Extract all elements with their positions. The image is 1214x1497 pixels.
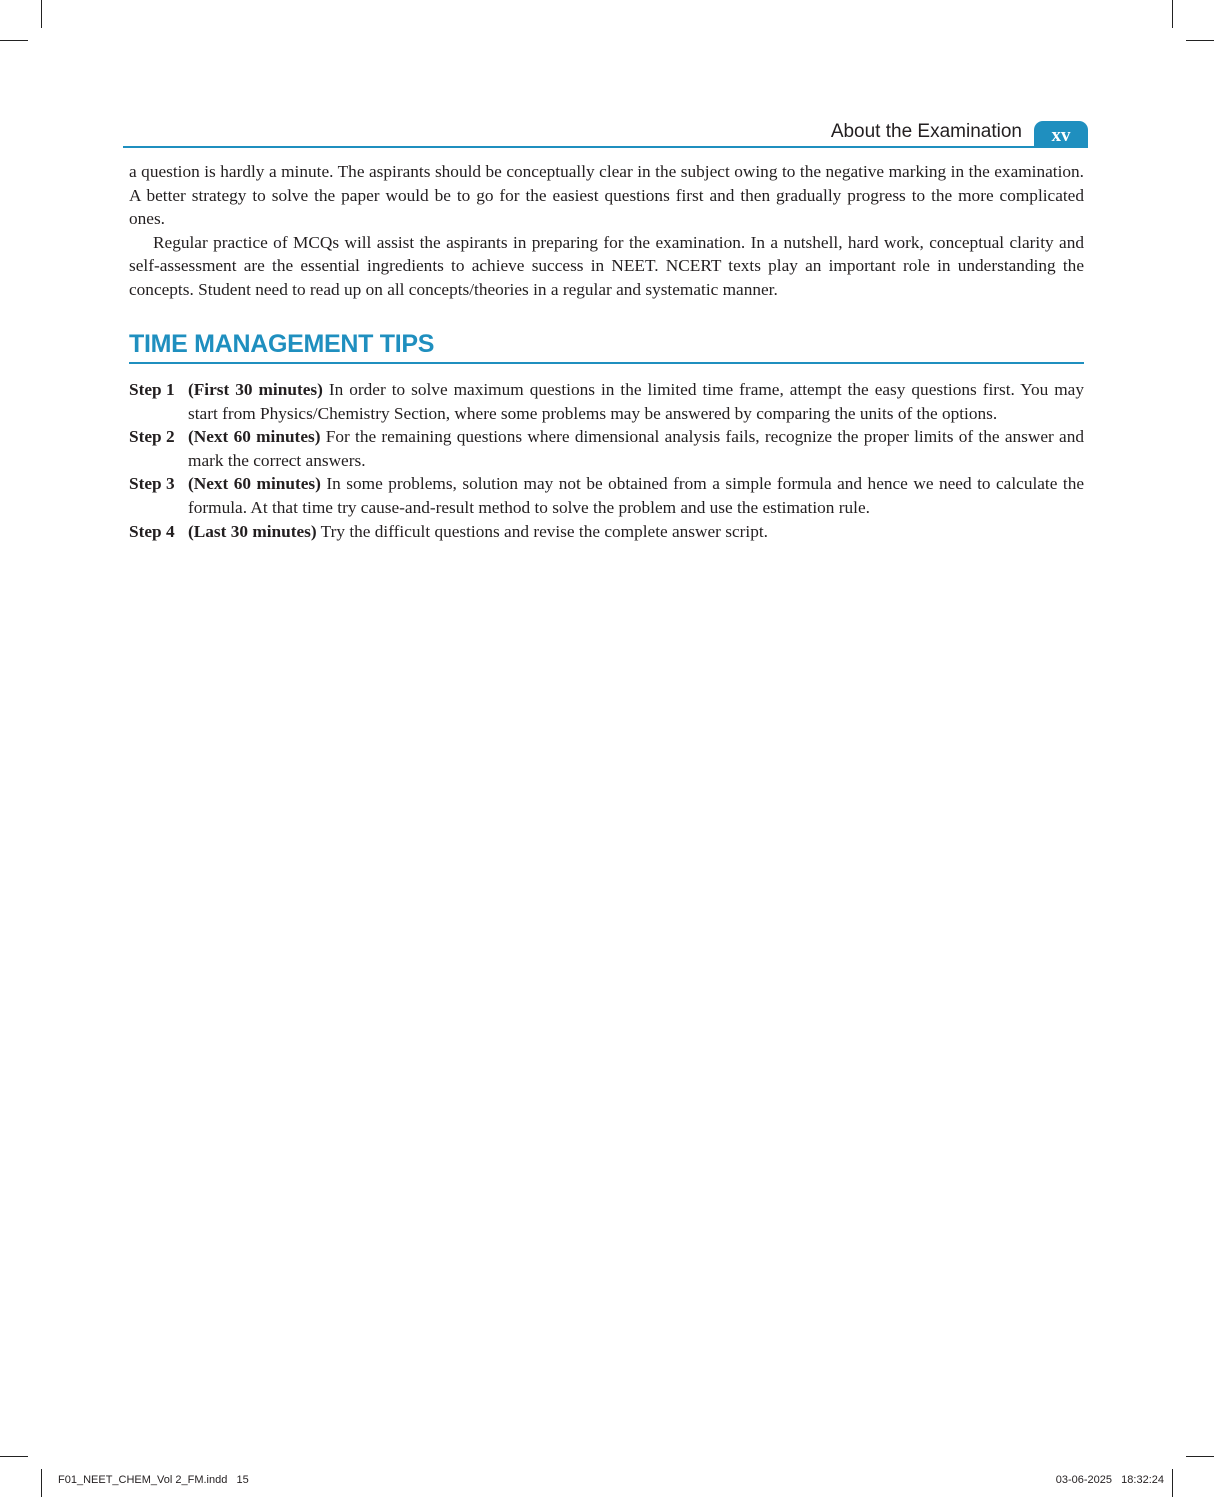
crop-mark (41, 1469, 42, 1497)
steps-list (129, 378, 1084, 543)
crop-mark (0, 1456, 28, 1457)
section-rule (129, 362, 1084, 364)
step-text: In order to solve maximum questions in the limited time frame, attempt the easy questions first. You may start from Physics/Chemistry Section, where some problems may be answered by comparing the units of the options. (188, 380, 1084, 423)
step-body (188, 378, 1084, 425)
step-text: Try the difficult questions and revise the complete answer script. (320, 521, 768, 541)
step-label: Step 4 (129, 521, 175, 541)
crop-mark (1172, 1469, 1173, 1497)
step-time: (Last 30 minutes) (188, 521, 317, 541)
step-body (188, 425, 1084, 472)
intro-text (129, 160, 1084, 302)
footer-timestamp: 03-06-2025 18:32:24 (1055, 1474, 1164, 1486)
step-time: (Next 60 minutes) (188, 474, 321, 494)
step-label: Step 1 (129, 380, 175, 399)
paragraph: Regular practice of MCQs will assist the aspirants in preparing for the examination. In a nutshell, hard work, conceptual clarity and self-assessment are the essential ingredients to achieve success in NEET. NCERT texts play an important role in understanding the concepts. Student need to read up on all concepts/theories in a regular and systematic manner. (129, 232, 1084, 299)
step-label: Step 3 (129, 474, 175, 494)
crop-mark (41, 0, 42, 28)
paragraph: a question is hardly a minute. The aspirants should be conceptually clear in the subject owing to the negative marking in the examination. A better strategy to solve the paper would be to go for the easiest questions first and then gradually progress to the more complicated ones. (129, 162, 1084, 229)
step-time: (Next 60 minutes) (188, 427, 321, 447)
step-label: Step 2 (129, 427, 175, 447)
header-rule (123, 146, 1087, 148)
step-body (188, 520, 1084, 544)
footer-file-name: F01_NEET_CHEM_Vol 2_FM.indd 15 (58, 1474, 249, 1486)
crop-mark (1172, 0, 1173, 28)
step-body (188, 472, 1084, 519)
crop-mark (1186, 1456, 1214, 1457)
list-item (129, 472, 1084, 519)
list-item (129, 520, 1084, 544)
list-item (129, 425, 1084, 472)
page-number-badge: xv (1034, 121, 1088, 148)
crop-mark (0, 40, 28, 41)
step-time: (First 30 minutes) (188, 380, 323, 399)
step-text: In some problems, solution may not be obtained from a simple formula and hence we need to calculate the formula. At that time try cause-and-result method to solve the problem and use the estimation rule. (188, 474, 1085, 517)
running-header-title: About the Examination (830, 121, 1022, 142)
section-heading: TIME MANAGEMENT TIPS (129, 330, 435, 358)
crop-mark (1186, 40, 1214, 41)
step-text: For the remaining questions where dimensional analysis fails, recognize the proper limits of the answer and mark the correct answers. (188, 427, 1084, 470)
list-item (129, 378, 1084, 425)
